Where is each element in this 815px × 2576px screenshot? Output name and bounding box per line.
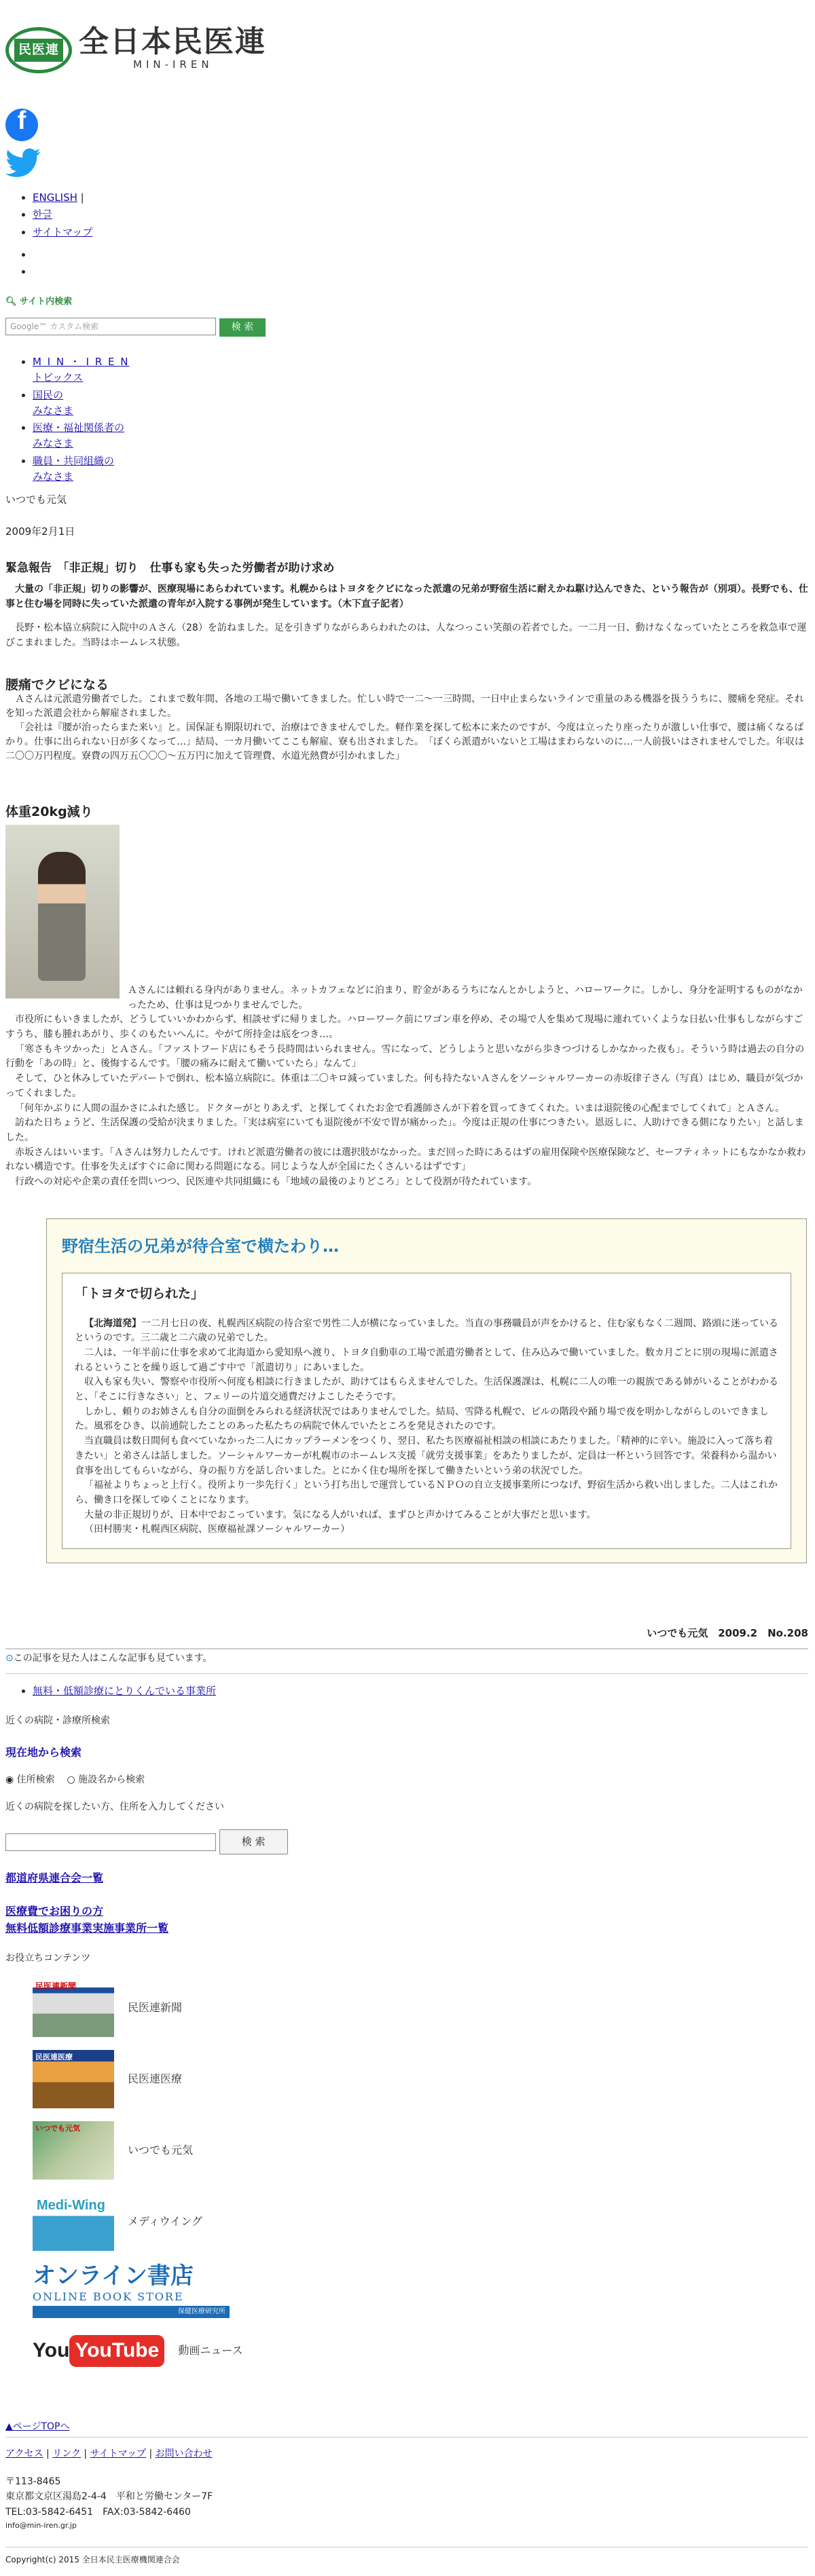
phone: TEL:03-5842-6451 FAX:03-5842-6460 [5, 2506, 191, 2518]
article-section-weight [5, 825, 808, 1190]
footer-nav: アクセス | リンク | サイトマップ | お問い合わせ [5, 2448, 213, 2459]
section-heading: 体重20kg減り [5, 804, 93, 819]
twitter-icon[interactable] [5, 148, 42, 179]
content-label: 民医連新聞 [128, 2000, 183, 2014]
banner-image: 民医連医療 [33, 2050, 114, 2108]
address-input[interactable] [5, 1833, 216, 1851]
site-logo[interactable] [5, 24, 266, 73]
content-video-news[interactable] [33, 2335, 243, 2367]
related-link[interactable]: 無料・低額診療にとりくんでいる事業所 [33, 1685, 217, 1697]
page-top-link[interactable]: ▲ページTOPへ [5, 2421, 70, 2432]
content-label: いつでも元気 [128, 2143, 194, 2157]
radio-facility[interactable]: ○ 施設名から検索 [67, 1774, 145, 1785]
content-label: 動画ニュース [178, 2343, 243, 2357]
zip: 〒113-8465 [5, 2476, 61, 2487]
radio-address[interactable]: ◉ 住所検索 [5, 1774, 55, 1785]
box-inner [62, 1273, 791, 1549]
footer-link-sitemap[interactable]: サイトマップ [90, 2448, 147, 2459]
box-paragraph: 大量の非正規切りが、日本中でおこっています。気になる人がいれば、まずひと声かけてみることが大事だと思います。 [84, 1509, 596, 1520]
free-clinic-link[interactable]: 無料低額診療事業実施事業所一覧 [5, 1921, 169, 1935]
link-sitemap[interactable]: サイトマップ [33, 225, 93, 238]
bookstore-title: オンライン書店 [33, 2262, 194, 2290]
logo-subtitle: MIN-IREN [133, 58, 213, 71]
search-icon: 🔍︎ [5, 297, 17, 307]
nav-item-public[interactable]: • 国民の みなさま [33, 388, 204, 419]
content-online-bookstore[interactable] [33, 2264, 230, 2318]
medical-fee-link[interactable]: 医療費でお困りの方 [5, 1904, 104, 1918]
bookstore-subtitle: ONLINE BOOK STORE [33, 2290, 184, 2304]
box-paragraph: 当直職員は数日間何も食べていなかった二人にカップラーメンをつくり、翌日、私たち医療福祉相談の相談にあたりました。「精神的に辛い。施設に入って落ち着きたい」と弟さんは話しました。ソーシャルワーカーが札幌市のホームレス支援「就労支援事業」をあたりましたが、定員は一杯という回答です。栄養科から温かい食事を出してもらいながら、身の振り方を話し合いました。とにかく住む場所を探して働きたいという弟の状況でした。 [75, 1436, 777, 1476]
nav-item-topics[interactable]: • M I N ・ I R E N トピックス [33, 354, 204, 386]
nearby-hint: 近くの病院を探したい方、住所を入力してください [5, 1802, 224, 1812]
main-nav [0, 353, 204, 486]
logo-title: 全日本民医連 [79, 24, 266, 60]
social-links [5, 109, 42, 184]
address: 東京都文京区湯島2-4-4 平和と労働センター7F [5, 2491, 213, 2503]
bookstore-publisher: 保健医療研究所 [33, 2306, 230, 2318]
footer-link-contact[interactable]: お問い合わせ [155, 2448, 213, 2459]
youtube-icon: You YouTube [33, 2335, 164, 2367]
box-label: 【北海道発】 [84, 1318, 141, 1329]
article-section-back [5, 692, 808, 764]
article-paragraph: 市役所にもいきましたが、どうしていいかわからず、相談せずに帰りました。ハローワーク前にワゴン車を停め、その場で人を集めて現場に連れていくような日払い仕事もしながらすごすうち、膝も腫れあがり、歩くのもたいへんに。やがて所持金は底をつき…。 [5, 1014, 803, 1041]
box-paragraph: 一二月七日の夜、札幌西区病院の待合室で男性二人が横になっていました。当直の事務職員が声をかけると、住む家もなく二週間、路頭に迷っているというのです。三二歳と二六歳の兄弟でした。 [75, 1318, 778, 1344]
contents-title: お役立ちコンテンツ [5, 1953, 91, 1964]
search-input[interactable]: Google™ カスタム検索 [5, 318, 216, 335]
site-search-label: 🔍︎ サイト内検索 [5, 297, 73, 307]
article-paragraph: 赤坂さんはいいます。「Ａさんは努力したんです。けれど派遣労働者の彼には選択肢がなかった。まだ回った時にあるはずの雇用保険や医療保険など、セーフティネットにもなかなか救われない構造です。仕事を失えばすぐに命に関わる問題になる。同じような人が全国にたくさんいるはずです」 [5, 1146, 806, 1173]
article-title: 緊急報告 「非正規」切り 仕事も家も失った労働者が助け求め [5, 561, 335, 575]
article-body-top [5, 582, 808, 651]
top-links: • ENGLISH | • 한글 • サイトマップ [0, 189, 92, 242]
circle-icon: ⊙ [5, 1653, 14, 1664]
divider [5, 1673, 808, 1674]
article-photo [5, 825, 120, 998]
link-korean[interactable]: 한글 [33, 208, 52, 221]
search-button[interactable]: 検 索 [219, 318, 266, 337]
banner-image: Medi-Wing [33, 2192, 114, 2251]
related-box [46, 1218, 807, 1563]
box-paragraph: （田村勝実・札幌西区病院、医療福祉課ソーシャルワーカー） [84, 1524, 350, 1535]
nav-item-medical[interactable]: • 医療・福祉関係者の みなさま [33, 420, 204, 452]
site-search [5, 318, 266, 337]
box-paragraph: 二人は、一年半前に仕事を求めて北海道から愛知県へ渡り、トヨタ自動車の工場で派遣労働者として、住み込みで働いていました。数カ月ごとに別の現場に派遣されるということを繰り返して過ごす中で「派遣切り」にあいました。 [75, 1347, 778, 1373]
related-list [0, 1682, 216, 1700]
article-source: いつでも元気 2009.2 No.208 [647, 1627, 808, 1639]
nearby-heading: 現在地から検索 [5, 1746, 82, 1759]
banner-image: いつでも元気 [33, 2121, 114, 2180]
banner-image: 民医連新聞 [33, 1979, 114, 2037]
article-paragraph: 行政への対応や企業の責任を問いつつ、民医連や共同組織にも「地域の最後のよりどころ」として役割が待たれています。 [15, 1176, 537, 1187]
content-label: メディウイング [128, 2214, 202, 2228]
facebook-icon[interactable]: f [5, 109, 38, 141]
footer-address [5, 2474, 213, 2532]
nearby-search-button[interactable]: 検 索 [219, 1829, 288, 1854]
empty-list-item [33, 247, 36, 263]
article-paragraph: 「会社は『腰が治ったらまた来い』と。国保証も期限切れで、治療はできませんでした。軽作業を探して松本に来たのですが、今度は立ったり座ったりが激しい仕事で、腰は痛くなるばかり。仕事に出られない日が多くなって…」結局、一カ月働いてここも解雇、寮も出されました。 「ぼくら派遣がいないと工場はまわらないのに…一人前扱いはされませんでした。年収は二〇〇万円程度。寮費の四万五〇〇〇〜五万円に加えて管理費、水道光熱費が引かれました」 [5, 722, 804, 762]
content-mediwing[interactable] [33, 2192, 202, 2251]
article-paragraph: Ａさんには頼れる身内がありません。ネットカフェなどに泊まり、貯金があるうちになんとかしようと、ハローワークに。しかし、身分を証明するものがなかったため、仕事は見つかりませんでした。 [128, 985, 803, 1011]
related-label: ⊙この記事を見た人はこんな記事も見ています。 [5, 1653, 213, 1664]
logo-badge: 民医連 [5, 27, 72, 73]
footer-link-links[interactable]: リンク [52, 2448, 81, 2459]
article-paragraph: そして、ひと休みしていたデパートで倒れ、松本協立病院に。体重は二〇キロ減っていました。何も持たないＡさんをソーシャルワーカーの赤坂律子さん（写真）はじめ、職員が気づかってくれました。 [5, 1073, 803, 1099]
content-minirenirryo[interactable] [33, 2050, 182, 2108]
divider [5, 2437, 808, 2438]
article-lead: 大量の「非正規」切りの影響が、医療現場にあらわれています。札幌からはトヨタをクビになった派遣の兄弟が野宿生活に耐えかね駆け込んできた、という報告が（別項）。長野でも、仕事と住む場を同時に失っていた派遣の青年が入院する事例が発生しています。（木下直子記者） [5, 584, 808, 610]
article-paragraph: 長野・松本協立病院に入院中のＡさん（28）を訪ねました。足を引きずりながらあらわれたのは、人なつっこい笑顔の若者でした。一二月一日、動けなくなっていたところを救急車で運びこまれました。当時はホームレス状態。 [5, 622, 807, 649]
section-heading: 腰痛でクビになる [5, 677, 109, 692]
nearby-radios [5, 1773, 145, 1788]
nav-item-staff[interactable]: • 職員・共同組織の みなさま [33, 453, 204, 485]
article-paragraph: Ａさんは元派遣労働者でした。これまで数年間、各地の工場で働いてきました。忙しい時で一二〜一三時間、一日中止まらないラインで重量のある機器を扱ううちに、腰痛を発症。それを知った派遣会社から解雇されました。 [5, 694, 804, 719]
footer-link-access[interactable]: アクセス [5, 2448, 43, 2459]
box-paragraph: 「福祉よりちょっと上行く。役所より一歩先行く」という打ち出しで運営しているＮＰＯの自立支援事業所につなげ、野宿生活から救い出しました。二人はこれから、働き口を探してゆくことになります。 [75, 1480, 778, 1506]
article-date: 2009年2月1日 [5, 525, 75, 538]
article-paragraph: 「何年かぶりに人間の温かさにふれた感じ。ドクターがとりあえず、と探してくれたお金で看護師さんが下着を買ってきてくれた。いまは退院後の心配までしてくれて」とＡさん。 [15, 1102, 785, 1114]
box-title: 野宿生活の兄弟が待合室で横たわり… [62, 1237, 339, 1256]
email: info@min-iren.gr.jp [5, 2521, 77, 2531]
box-subtitle: 「トヨタで切られた」 [75, 1286, 204, 1302]
prefectures-link[interactable]: 都道府県連合会一覧 [5, 1871, 104, 1884]
content-label: 民医連医療 [128, 2072, 183, 2085]
article-category: いつでも元気 [5, 493, 67, 506]
empty-list-item [33, 264, 36, 280]
link-english[interactable]: ENGLISH [33, 191, 77, 204]
content-itsudemogenki[interactable] [33, 2121, 193, 2180]
content-minirenshinbun[interactable] [33, 1979, 182, 2037]
nearby-title: 近くの病院・診療所検索 [5, 1715, 110, 1726]
links-block [5, 1870, 168, 1937]
empty-list [0, 246, 36, 282]
box-paragraph: しかし、頼りのお姉さんも自分の面倒をみられる経済状況ではありませんでした。結局、雪降る札幌で、ビルの階段や踊り場で夜を明かしながらしのいできました。風邪をひき、以前通院したことのあった私たちの病院で休んでいたところを発見されたのです。 [75, 1406, 769, 1432]
article-paragraph: 訪ねた日ちょうど、生活保護の受給が決まりました。「実は病室にいても退院後が不安で胃が痛かった」。今度は正規の仕事につきたい。恩返しに、人助けできる側になりたい」と話しました。 [5, 1117, 804, 1143]
copyright: Copyright(c) 2015 全日本民主医療機関連合会 [5, 2555, 180, 2564]
divider [5, 1648, 808, 1649]
article-paragraph: 「寒さもキツかった」とＡさん。「ファストフード店にもそう長時間はいられません。雪になって、どうしようと思いながら歩きつづけるしかなかった夜も」。そういう時は過去の自分の行動を「あの時」と、後悔するんです。「腰の痛みに耐えて働いていたら」なんて」 [5, 1043, 805, 1070]
box-paragraph: 収入も家も失い、警察や市役所へ何度も相談に行きましたが、助けてはもらえませんでした。生活保護課は、札幌に二人の唯一の親族である姉がいることがわかると、「そこに行きなさい」と、フェリーの片道交通費だけよこしたそうです。 [75, 1377, 778, 1403]
nearby-form [5, 1829, 288, 1854]
